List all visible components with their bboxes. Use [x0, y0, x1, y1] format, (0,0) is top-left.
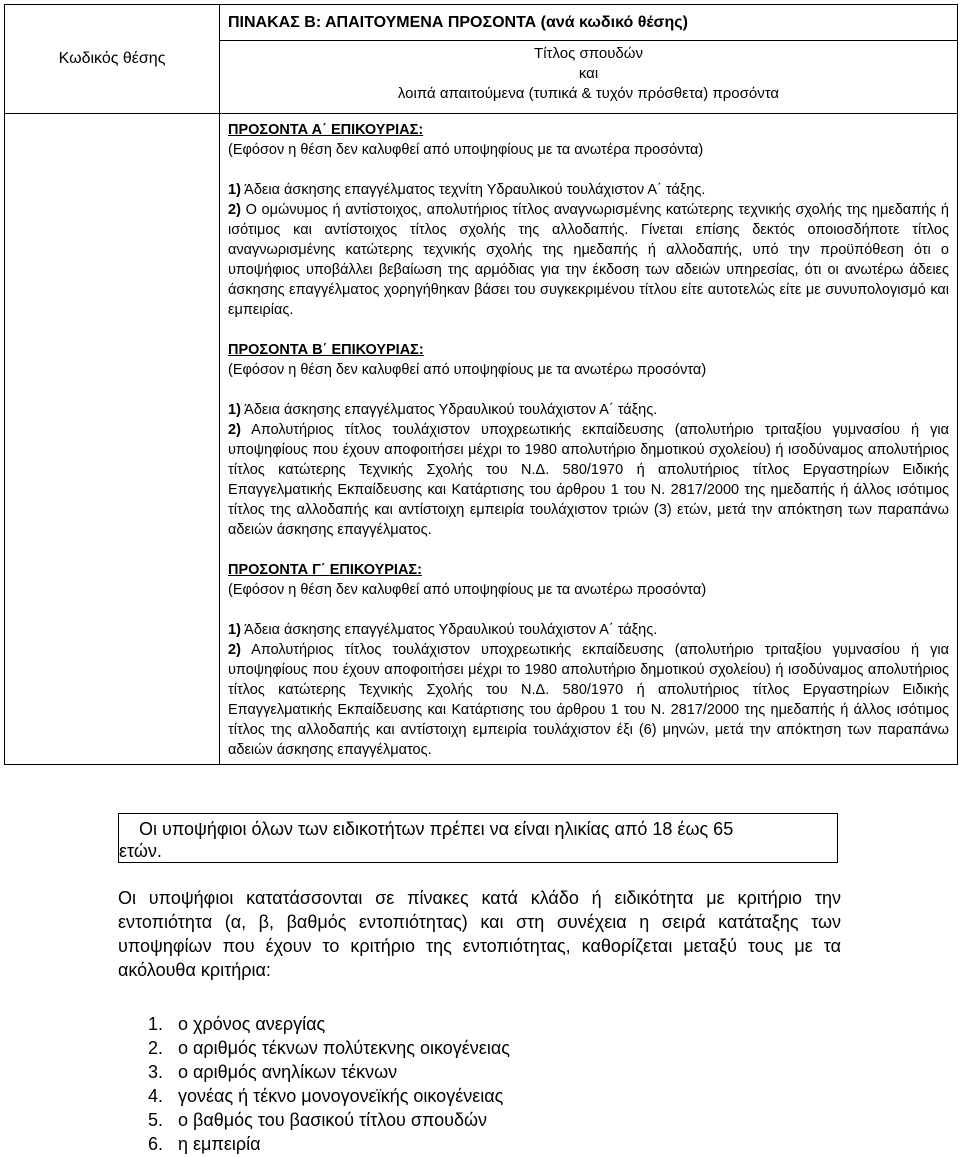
item-number: 1)	[228, 622, 241, 638]
item-text: Ο ομώνυμος ή αντίστοιχος, απολυτήριος τίτλος αναγνωρισμένης κατώτερης τεχνικής σχολής της ημεδαπής ή ισότιμος και αντίστοιχος τίτλος σχολής της αλλοδαπής. Γίνεται επίσης δεκτός οποιοσδήποτε τίτλος αναγνωρισμένης κατώτερης τεχνικής σχολής της ημεδαπής ή αλλοδαπής, υπό την προϋπόθεση ότι ο υποψήφιος υποβάλλει βεβαίωση της αρμόδιας για την έκδοση των αδειών υπηρεσίας, ότι οι ανωτέρω άδειες άσκησης επαγγέλματος χορηγήθηκαν βάσει του συγκεκριμένου τίτλου είτε αυτοτελώς είτε με συνυπολογισμό και εμπειρίας.	[228, 202, 949, 318]
qualification-item	[228, 400, 949, 420]
section-subtitle: (Εφόσον η θέση δεν καλυφθεί από υποψηφίους με τα ανωτέρω προσόντα)	[228, 362, 707, 378]
qualifications-cell	[220, 114, 958, 765]
title-header-line: Τίτλος σπουδών	[534, 44, 643, 62]
criteria-item	[118, 1132, 841, 1156]
criteria-item	[118, 1084, 841, 1108]
item-text: Άδεια άσκησης επαγγέλματος Υδραυλικού τουλάχιστον Α΄ τάξης.	[244, 402, 658, 418]
section-title: ΠΡΟΣΟΝΤΑ Γ΄ ΕΠΙΚΟΥΡΙΑΣ:	[228, 562, 422, 578]
criteria-number: 2.	[148, 1038, 164, 1058]
item-text: Απολυτήριος τίτλος τουλάχιστον υποχρεωτικής εκπαίδευσης (απολυτήριο τριταξίου γυμνασίου ή για υποψηφίους που έχουν αποφοιτήσει μέχρι το 1980 απολυτήριο δημοτικού σχολείου) ή ισοδύναμος απολυτήριος τίτλος κατώτερης Τεχνικής Σχολής του Ν.Δ. 580/1970 ή απολυτήριος τίτλος Εργαστηρίων Ειδικής Επαγγελματικής Εκπαίδευσης και Κατάρτισης του άρθρου 1 του Ν. 2817/2000 της ημεδαπής ή άλλος ισότιμος τίτλος της αλλοδαπής και αντίστοιχη εμπειρία τουλάχιστον τριών (3) ετών, μετά την απόκτηση των παραπάνω αδειών άσκησης επαγγέλματος.	[228, 422, 949, 538]
section-subtitle: (Εφόσον η θέση δεν καλυφθεί από υποψηφίους με τα ανωτέρω προσόντα)	[228, 582, 707, 598]
title-header-line: λοιπά απαιτούμενα (τυπικά & τυχόν πρόσθετα) προσόντα	[397, 84, 780, 102]
criteria-text: ο αριθμός τέκνων πολύτεκνης οικογένειας	[178, 1038, 510, 1058]
qualification-item	[228, 200, 949, 320]
criteria-number: 3.	[148, 1062, 164, 1082]
table-title: ΠΙΝΑΚΑΣ Β: ΑΠΑΙΤΟΥΜΕΝΑ ΠΡΟΣΟΝΤΑ (ανά κωδικό θέσης)	[220, 5, 958, 41]
section-title: ΠΡΟΣΟΝΤΑ Β΄ ΕΠΙΚΟΥΡΙΑΣ:	[228, 342, 424, 358]
qualification-item	[228, 620, 949, 640]
qualifications-table	[4, 4, 958, 765]
code-column-header: Κωδικός θέσης	[58, 50, 166, 67]
section-title: ΠΡΟΣΟΝΤΑ Α΄ ΕΠΙΚΟΥΡΙΑΣ:	[228, 122, 424, 138]
ranking-criteria-list	[118, 1012, 841, 1156]
item-number: 2)	[228, 422, 241, 438]
item-number: 1)	[228, 182, 241, 198]
item-text: Άδεια άσκησης επαγγέλματος Υδραυλικού τουλάχιστον Α΄ τάξης.	[244, 622, 658, 638]
criteria-number: 5.	[148, 1110, 164, 1130]
item-number: 2)	[228, 642, 241, 658]
qualification-item	[228, 180, 949, 200]
criteria-text: η εμπειρία	[178, 1134, 261, 1154]
criteria-item	[118, 1108, 841, 1132]
criteria-number: 4.	[148, 1086, 164, 1106]
item-text: Άδεια άσκησης επαγγέλματος τεχνίτη Υδραυλικού τουλάχιστον Α΄ τάξης.	[244, 182, 706, 198]
criteria-number: 6.	[148, 1134, 164, 1154]
criteria-text: γονέας ή τέκνο μονογονεϊκής οικογένειας	[178, 1086, 504, 1106]
age-requirement-line: Οι υποψήφιοι όλων των ειδικοτήτων πρέπει να είναι ηλικίας από 18 έως 65	[139, 819, 734, 839]
section-subtitle: (Εφόσον η θέση δεν καλυφθεί από υποψηφίους με τα ανωτέρα προσόντα)	[228, 142, 704, 158]
criteria-text: ο βαθμός του βασικού τίτλου σπουδών	[178, 1110, 488, 1130]
item-number: 1)	[228, 402, 241, 418]
ranking-criteria-intro: Οι υποψήφιοι κατατάσσονται σε πίνακες κατά κλάδο ή ειδικότητα με κριτήριο την εντοπιότητα (α, β, βαθμός εντοπιότητας) και στη συνέχεια η σειρά κατάταξης των υποψηφίων που έχουν το κριτήριο της εντοπιότητας, καθορίζεται μεταξύ τους με τα ακόλουθα κριτήρια:	[118, 888, 841, 980]
item-number: 2)	[228, 202, 241, 218]
title-header-line: και	[578, 64, 599, 82]
code-column-header-cell	[5, 5, 220, 114]
criteria-number: 1.	[148, 1014, 164, 1034]
code-cell	[5, 114, 220, 765]
age-requirement-line: ετών.	[119, 841, 162, 861]
criteria-item	[118, 1012, 841, 1036]
qualification-item	[228, 640, 949, 760]
qualification-item	[228, 420, 949, 540]
criteria-item	[118, 1060, 841, 1084]
age-requirement-box	[118, 813, 838, 863]
criteria-text: ο αριθμός ανηλίκων τέκνων	[178, 1062, 398, 1082]
criteria-item	[118, 1036, 841, 1060]
title-column-header	[220, 40, 958, 113]
criteria-text: ο χρόνος ανεργίας	[178, 1014, 326, 1034]
item-text: Απολυτήριος τίτλος τουλάχιστον υποχρεωτικής εκπαίδευσης (απολυτήριο τριταξίου γυμνασίου ή για υποψηφίους που έχουν αποφοιτήσει μέχρι το 1980 απολυτήριο δημοτικού σχολείου) ή ισοδύναμος απολυτήριος τίτλος κατώτερης Τεχνικής Σχολής του Ν.Δ. 580/1970 ή απολυτήριος τίτλος Εργαστηρίων Ειδικής Επαγγελματικής Εκπαίδευσης και Κατάρτισης του άρθρου 1 του Ν. 2817/2000 της ημεδαπής ή άλλος ισότιμος τίτλος της αλλοδαπής και αντίστοιχη εμπειρία τουλάχιστον έξι (6) μηνών, μετά την απόκτηση των παραπάνω αδειών άσκησης επαγγέλματος.	[228, 642, 949, 758]
